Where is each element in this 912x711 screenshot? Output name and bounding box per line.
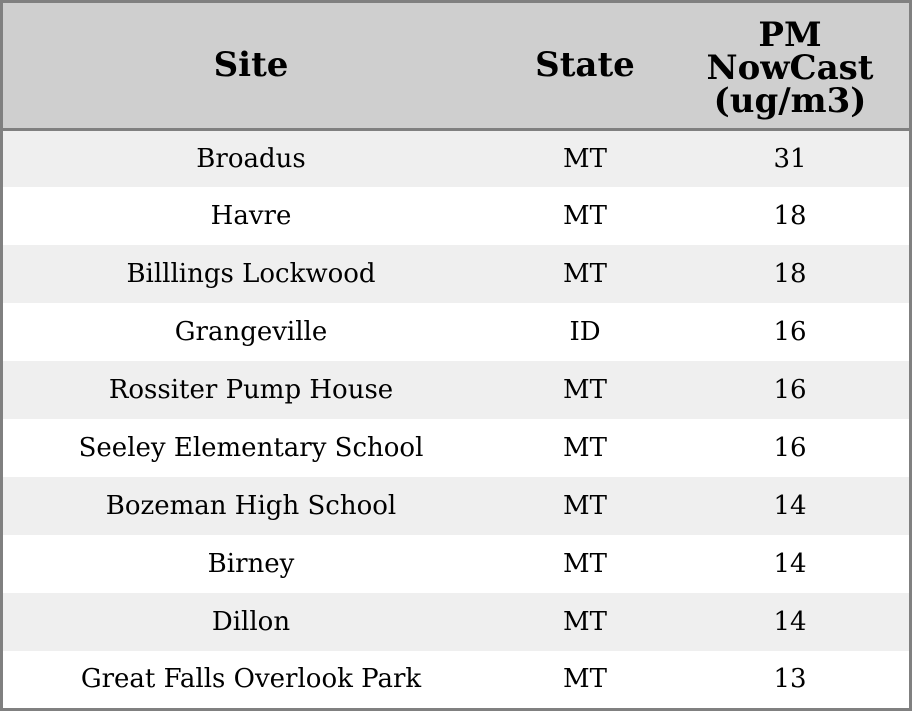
cell-state: MT xyxy=(563,549,607,579)
header-row xyxy=(3,3,909,129)
cell-state: MT xyxy=(563,433,607,463)
table-row xyxy=(3,651,909,706)
cell-pm-nowcast: 18 xyxy=(773,259,807,289)
cell-pm-nowcast: 14 xyxy=(773,549,807,579)
cell-site: Broadus xyxy=(196,143,306,174)
cell-state: MT xyxy=(563,201,607,231)
cell-state: MT xyxy=(563,375,607,405)
cell-site: Billlings Lockwood xyxy=(126,259,376,289)
header-pm-line-3: (ug/m3) xyxy=(713,80,867,121)
cell-site: Great Falls Overlook Park xyxy=(80,663,422,694)
pm-nowcast-table xyxy=(3,3,909,706)
table-row xyxy=(3,419,909,477)
table-row xyxy=(3,129,909,187)
table-row xyxy=(3,593,909,651)
table-header xyxy=(3,3,909,129)
cell-pm-nowcast: 13 xyxy=(773,663,807,694)
cell-site: Seeley Elementary School xyxy=(78,433,424,463)
table-row xyxy=(3,303,909,361)
cell-site: Havre xyxy=(210,201,292,231)
cell-site: Grangeville xyxy=(174,317,328,347)
cell-state: MT xyxy=(563,663,607,694)
table-row xyxy=(3,187,909,245)
cell-site: Bozeman High School xyxy=(105,491,397,521)
cell-site: Rossiter Pump House xyxy=(108,375,394,405)
cell-state: MT xyxy=(563,607,607,637)
cell-site: Birney xyxy=(207,549,295,579)
cell-pm-nowcast: 18 xyxy=(773,201,807,231)
table-row xyxy=(3,535,909,593)
cell-pm-nowcast: 16 xyxy=(773,433,807,463)
table-row xyxy=(3,361,909,419)
cell-state: ID xyxy=(569,317,601,347)
header-state: State xyxy=(499,3,671,129)
cell-pm-nowcast: 31 xyxy=(773,143,807,174)
table-row xyxy=(3,477,909,535)
cell-site: Dillon xyxy=(211,607,291,637)
table-body xyxy=(3,129,909,706)
cell-pm-nowcast: 16 xyxy=(773,375,807,405)
header-pm-line-1: PM xyxy=(758,14,822,55)
cell-pm-nowcast: 16 xyxy=(773,317,807,347)
header-pm-line-2: NowCast xyxy=(706,47,874,88)
header-site: Site xyxy=(3,3,499,129)
cell-pm-nowcast: 14 xyxy=(773,607,807,637)
cell-pm-nowcast: 14 xyxy=(773,491,807,521)
header-pm-nowcast xyxy=(671,3,909,129)
cell-state: MT xyxy=(563,143,607,174)
cell-state: MT xyxy=(563,491,607,521)
table-row xyxy=(3,245,909,303)
cell-state: MT xyxy=(563,259,607,289)
